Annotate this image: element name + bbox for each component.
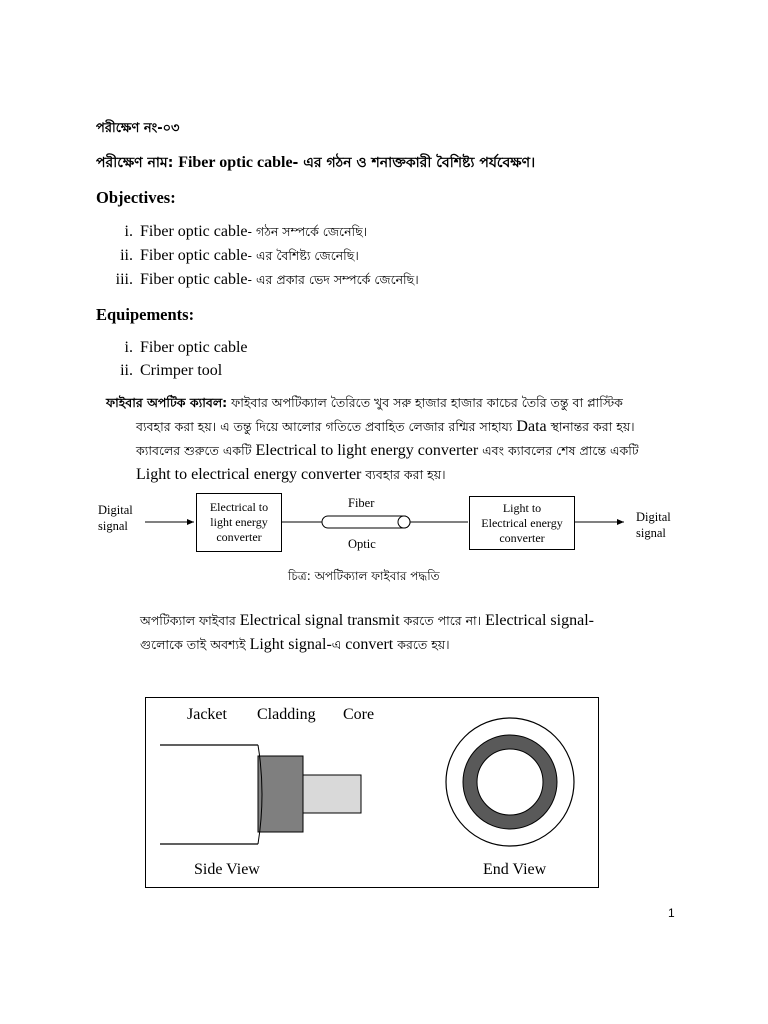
cladding-label: Cladding <box>257 706 316 723</box>
experiment-name-suffix: - এর গঠন ও শনাক্তকারী বৈশিষ্ট্য পর্যবেক্ষণ। <box>292 155 536 171</box>
objective-number: iii. <box>115 271 133 288</box>
cable-drawing <box>146 698 598 887</box>
objective-number: ii. <box>120 247 133 264</box>
equipment-number: ii. <box>120 362 133 379</box>
optic-label: Optic <box>348 537 376 551</box>
paragraph-text: অপটিক্যাল ফাইবার <box>140 613 240 628</box>
experiment-number: পরীক্ষেণ নং-০৩ <box>96 121 180 136</box>
paragraph-text: ক্যাবলের শুরুতে একটি <box>136 443 256 458</box>
paragraph-text: ব্যবহার করা হয়। <box>361 467 446 482</box>
core-end-view <box>477 749 543 815</box>
paragraph-line <box>140 636 450 657</box>
box2-line: Light to <box>502 500 542 515</box>
paragraph-text-en: Electrical to light energy converter <box>255 442 479 459</box>
objective-number: i. <box>124 223 133 240</box>
objectives-heading: Objectives: <box>96 188 176 207</box>
paragraph-text: ফাইবার অপটিক্যাল তৈরিতে খুব সরু হাজার হাজার কাচের তৈরি তন্তু বা প্লাস্টিক <box>227 395 623 410</box>
paragraph-text-en: Electrical signal transmit <box>239 612 400 629</box>
paragraph-text: এবং ক্যাবলের শেষ প্রান্তে একটি <box>478 443 639 458</box>
objective-item-bn: - এর বৈশিষ্ট্য জেনেছি। <box>247 248 359 263</box>
objective-item-bn: - গঠন সম্পর্কে জেনেছি। <box>247 224 368 239</box>
box1-line: Electrical to <box>209 500 269 514</box>
paragraph-text-en: Electrical signal- <box>485 612 594 629</box>
paragraph-text: গুলোকে তাই অবশ্যই <box>140 637 250 652</box>
cable-structure-figure <box>145 697 599 888</box>
objective-item-bn: - এর প্রকার ভেদ সম্পর্কে জেনেছি। <box>247 272 419 287</box>
paragraph-text-en: Light signal- <box>249 636 332 653</box>
core-side <box>303 775 361 813</box>
input-signal-line1: Digital <box>98 503 133 517</box>
core-label: Core <box>343 706 375 723</box>
paragraph-label: ফাইবার অপটিক ক্যাবল: <box>106 395 228 410</box>
objective-item-en: Fiber optic cable <box>140 223 248 240</box>
light-to-electrical-converter-box <box>469 496 575 550</box>
cladding-side <box>258 756 303 832</box>
equipment-item: Fiber optic cable <box>140 339 248 356</box>
paragraph-text-en: convert <box>345 636 394 653</box>
box1-line: light energy <box>210 515 268 529</box>
box2-line: converter <box>499 530 545 545</box>
fiber-cable-shape <box>322 516 410 528</box>
experiment-name-en: Fiber optic cable <box>178 154 293 171</box>
paragraph-text: এ <box>331 637 346 652</box>
objective-item-en: Fiber optic cable <box>140 271 248 288</box>
box1-line: converter <box>216 530 262 544</box>
output-signal-line1: Digital <box>636 510 671 524</box>
figure-caption: চিত্র: অপটিক্যাল ফাইবার পদ্ধতি <box>288 569 440 583</box>
paragraph-text: ব্যবহার করা হয়। এ তন্তু দিয়ে আলোর গতিতে প্রবাহিত লেজার রশ্মির সাহায্য <box>136 419 517 434</box>
end-view-label: End View <box>483 861 547 878</box>
paragraph-text-en: Light to electrical energy converter <box>136 466 362 483</box>
equipment-item: Crimper tool <box>140 362 223 379</box>
side-view-label: Side View <box>194 861 260 878</box>
input-signal-line2: signal <box>98 519 128 533</box>
jacket-label: Jacket <box>187 706 227 723</box>
paragraph-line <box>140 612 594 633</box>
fiber-label: Fiber <box>348 496 375 510</box>
paragraph-text: করতে পারে না। <box>399 613 486 628</box>
equipment-number: i. <box>124 339 133 356</box>
objective-item-en: Fiber optic cable <box>140 247 248 264</box>
paragraph-text: করতে হয়। <box>393 637 450 652</box>
output-signal-line2: signal <box>636 526 666 540</box>
experiment-name-prefix: পরীক্ষেণ নাম: <box>96 155 179 171</box>
paragraph-text-en: Data <box>516 418 547 435</box>
electrical-to-light-converter-box <box>196 493 282 552</box>
fiber-cable-end <box>398 516 410 528</box>
output-signal-label <box>636 509 671 541</box>
paragraph-text: স্থানান্তর করা হয়। <box>546 419 635 434</box>
equipments-heading: Equipements: <box>96 305 195 324</box>
box2-line: Electrical energy <box>481 515 563 530</box>
page-number: 1 <box>668 906 675 920</box>
